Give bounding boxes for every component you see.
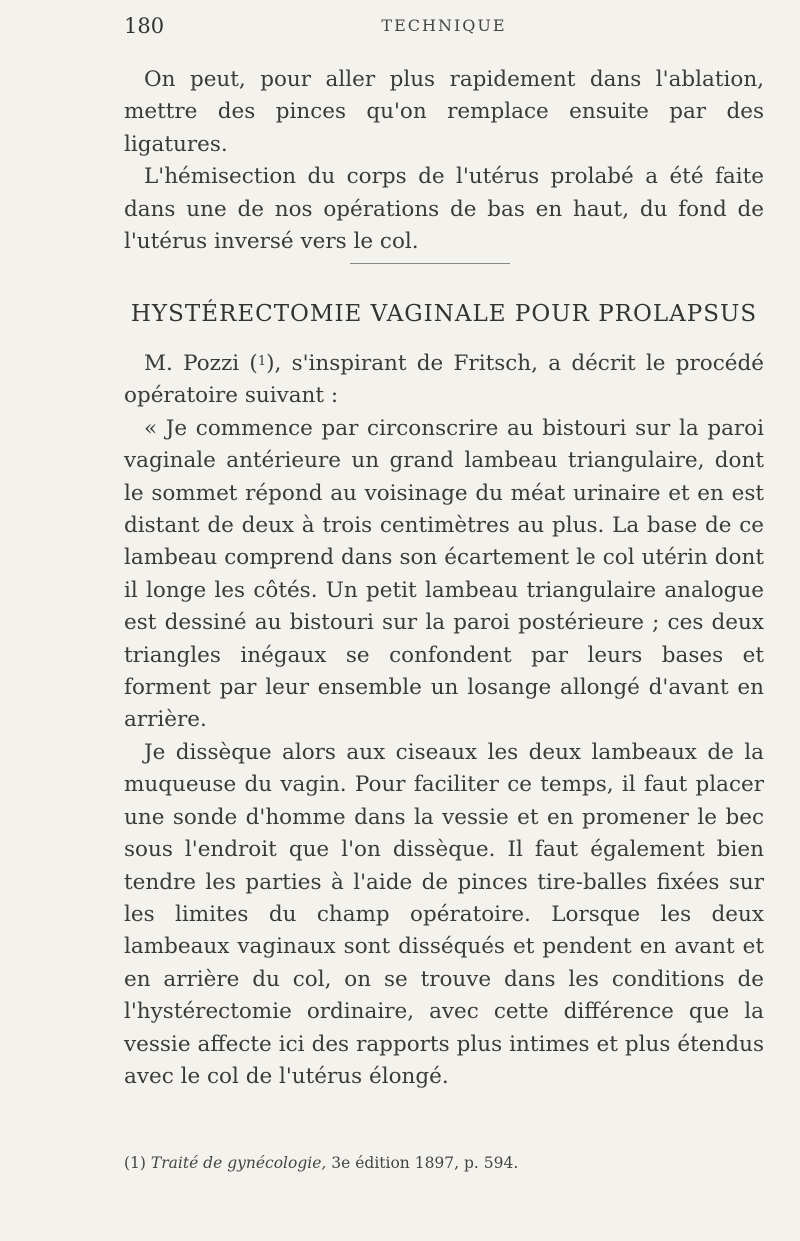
- paragraph-text: M. Pozzi (: [144, 351, 258, 376]
- footnote-details: 3e édition 1897, p. 594.: [331, 1154, 519, 1172]
- footnote-mark: (1): [124, 1154, 146, 1172]
- paragraph: [124, 346, 764, 413]
- footnote-work-title: Traité de gynécologie,: [150, 1154, 327, 1172]
- paragraph: Je dissèque alors aux ciseaux les deux lambeaux de la muqueuse du vagin. Pour faciliter ce temps, il faut placer une sonde d'homme dans la vessie et en promener le bec sous l'endroit que l'on dissèque. Il faut également bien tendre les parties à l'aide de pinces tire-balles fixées sur les limites du champ opératoire. Lorsque les deux lambeaux vaginaux sont disséqués et pendent en avant et en arrière du col, on se trouve dans les conditions de l'hystérectomie ordinaire, avec cette différence que la vessie affecte ici des rapports plus intimes et plus étendus avec le col de l'utérus élongé.: [124, 739, 764, 1089]
- footnote-mark: 1: [257, 354, 267, 369]
- paragraph: L'hémisection du corps de l'utérus prolabé a été faite dans une de nos opérations de bas en haut, du fond de l'utérus inversé vers le col.: [124, 164, 764, 255]
- main-text: [124, 346, 764, 1093]
- footnote: [124, 1154, 764, 1172]
- page-number: 180: [124, 14, 165, 38]
- running-head: TECHNIQUE: [381, 16, 507, 35]
- intro-text: [124, 64, 764, 258]
- separator-rule: [350, 263, 510, 264]
- paragraph: « Je commence par circonscrire au bistouri sur la paroi vaginale antérieure un grand lambeau triangulaire, dont le sommet répond au voisinage du méat urinaire et en est distant de deux à trois centimètres au plus. La base de ce lambeau comprend dans son écartement le col utérin dont il longe les côtés. Un petit lambeau triangulaire analogue est dessiné au bistouri sur la paroi postérieure ; ces deux triangles inégaux se confondent par leurs bases et forment par leur ensemble un losange allongé d'avant en arrière.: [124, 415, 764, 733]
- section-title: HYSTÉRECTOMIE VAGINALE POUR PROLAPSUS: [130, 301, 758, 327]
- paragraph-text: ), s'inspirant de Fritsch, a décrit le procédé opératoire suivant :: [124, 351, 764, 409]
- page-header: [124, 14, 764, 42]
- paragraph: On peut, pour aller plus rapidement dans l'ablation, mettre des pinces qu'on remplace ensuite par des ligatures.: [124, 67, 764, 157]
